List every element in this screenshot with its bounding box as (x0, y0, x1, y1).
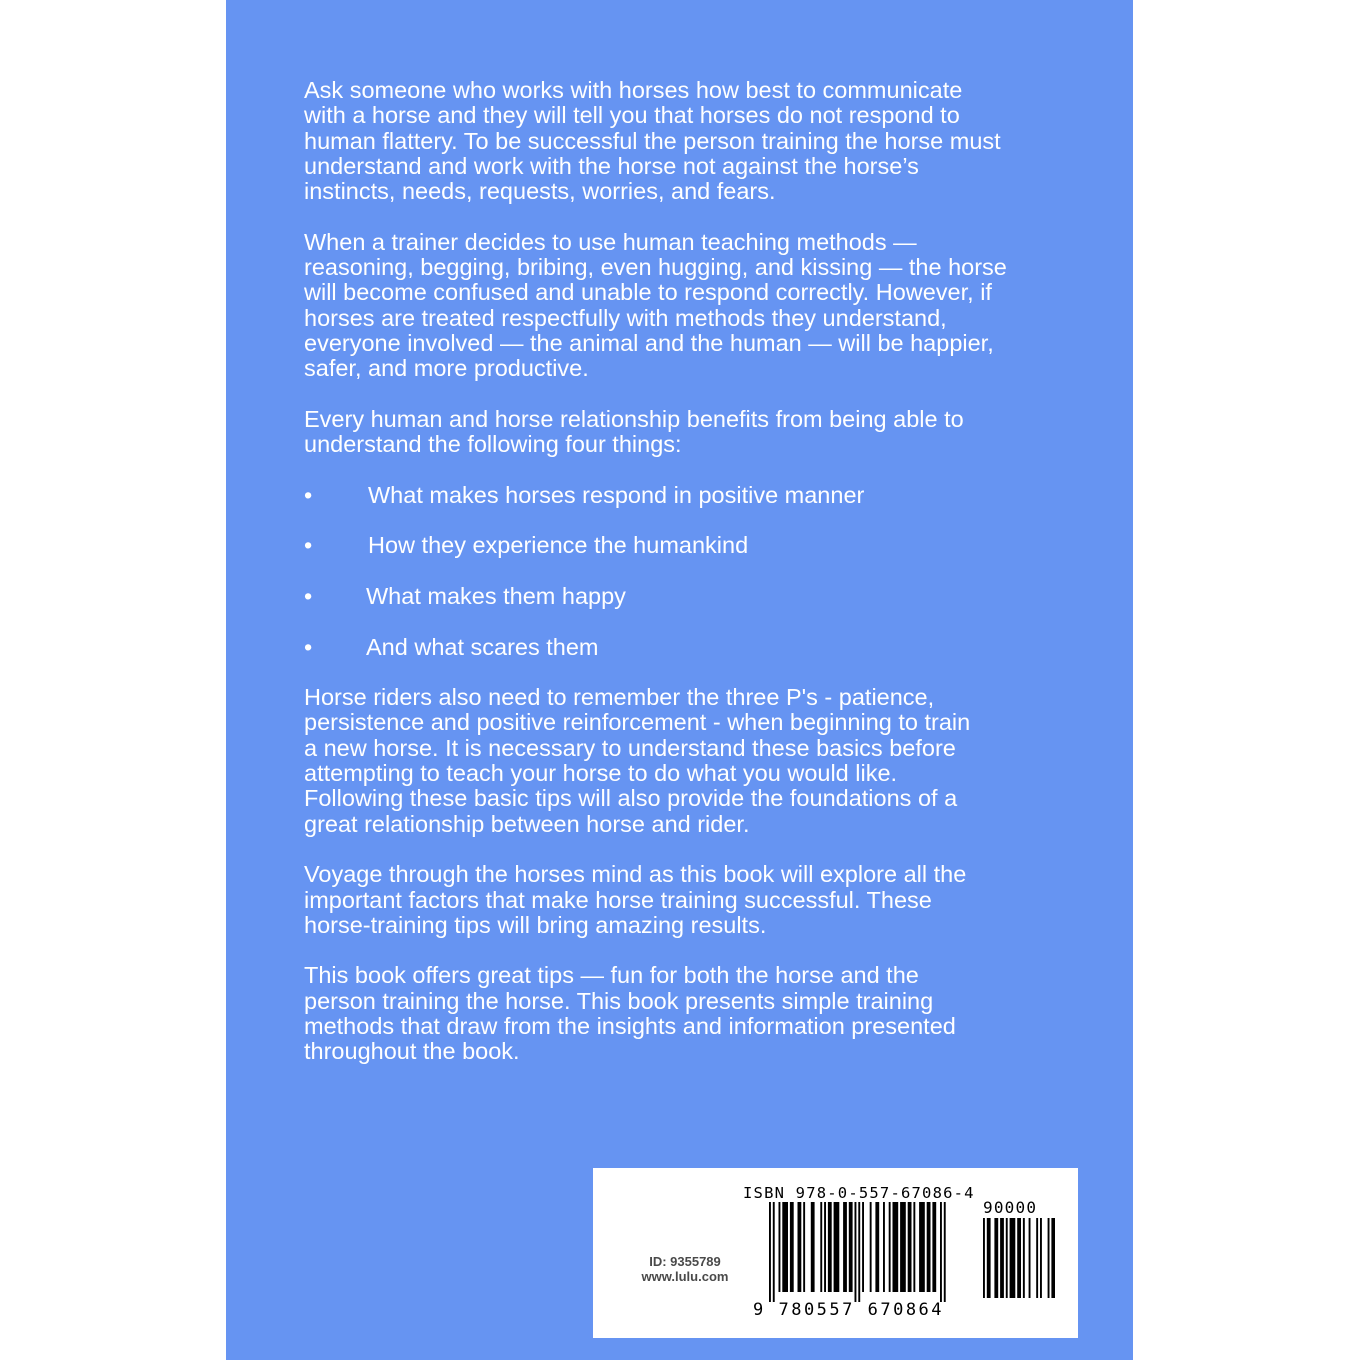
list-item-text: What makes them happy (366, 582, 626, 609)
barcode-bar (828, 1202, 832, 1292)
barcode-bar (1006, 1218, 1008, 1298)
barcode-bar (843, 1202, 847, 1292)
ean-barcode-bars (769, 1202, 975, 1302)
barcode-bar (811, 1202, 815, 1292)
barcode-bar (900, 1202, 906, 1292)
barcode-bar (870, 1202, 872, 1292)
barcode-bar (1010, 1218, 1016, 1298)
barcode-bar (1023, 1218, 1025, 1298)
blurb-paragraph-1: Ask someone who works with horses how best to communicate with a horse and they will tell you that horses do not respond to human flattery. To be successful the person training the horse must understand and work with the horse not against the horse’s instincts, needs, requests, worries, and fears. (304, 77, 1001, 205)
barcode-digits: 9 780557 670864 (753, 1300, 945, 1320)
barcode-bar (1036, 1218, 1038, 1298)
barcode-bar (855, 1202, 857, 1302)
bullet-icon: • (304, 481, 313, 508)
barcode-bar (927, 1202, 931, 1292)
list-item-text: How they experience the humankind (368, 532, 749, 559)
barcode-bar (769, 1202, 771, 1302)
barcode-bar (994, 1218, 998, 1298)
list-item (304, 635, 1104, 660)
price-addon-number: 90000 (983, 1198, 1038, 1217)
barcode-bar (862, 1202, 864, 1292)
back-cover (226, 0, 1133, 1360)
barcode-bar (820, 1202, 822, 1292)
barcode-bar (908, 1202, 912, 1292)
addon-barcode-bars (983, 1218, 1055, 1302)
barcode-bar (1048, 1218, 1050, 1298)
barcode-bar (858, 1202, 860, 1302)
barcode-bar (803, 1202, 805, 1292)
bullet-icon: • (304, 633, 313, 660)
blurb-paragraph-3: Every human and horse relationship benefits from being able to understand the following four things: (304, 405, 964, 458)
bullet-icon: • (304, 532, 313, 559)
publisher-url: www.lulu.com (641, 1269, 729, 1284)
barcode-bar (883, 1202, 885, 1292)
barcode-bar (940, 1202, 942, 1302)
barcode-bar (834, 1202, 840, 1292)
list-item-text: What makes horses respond in positive manner (368, 481, 865, 508)
publisher-info (615, 1254, 755, 1284)
barcode-bar (849, 1202, 853, 1292)
barcode-bar (913, 1202, 915, 1292)
list-item-text: And what scares them (366, 633, 599, 660)
barcode-bar (779, 1202, 781, 1292)
barcode-bar (798, 1202, 802, 1292)
blurb-paragraph-6: This book offers great tips — fun for both the horse and the person training the horse. This book presents simple training methods that draw from the insights and information presented throughout the book. (304, 962, 956, 1065)
barcode-bar (983, 1218, 985, 1298)
barcode-bar (1051, 1218, 1055, 1298)
barcode-bar (932, 1202, 936, 1292)
barcode-bar (987, 1218, 991, 1298)
barcode-bar (824, 1202, 826, 1292)
isbn-barcode-box (593, 1168, 1078, 1338)
barcode-bar (944, 1202, 946, 1302)
barcode-bar (782, 1202, 788, 1292)
barcode-bar (1029, 1218, 1031, 1298)
barcode-bar (889, 1202, 891, 1292)
blurb-text (304, 78, 1104, 1090)
barcode-bar (1000, 1218, 1004, 1298)
blurb-paragraph-4: Horse riders also need to remember the three P's - patience, persistence and positive reinforcement - when beginning to train a new horse. It is necessary to understand these basics before attempting to teach your horse to do what you would like. Following these basic tips will also provide the foundations of a great relationship between horse and rider. (304, 684, 971, 837)
barcode-bar (773, 1202, 775, 1302)
list-item (304, 483, 1104, 508)
blurb-paragraph-5: Voyage through the horses mind as this book will explore all the important factors that make horse training successful. These horse-training tips will bring amazing results. (304, 861, 967, 938)
barcode-bar (919, 1202, 925, 1292)
four-things-list (304, 483, 1104, 660)
isbn-label: ISBN 978-0-557-67086-4 (743, 1184, 975, 1202)
barcode-bar (1040, 1218, 1042, 1298)
publisher-id: ID: 9355789 (649, 1254, 721, 1269)
barcode-bar (875, 1202, 879, 1292)
bullet-icon: • (304, 582, 313, 609)
barcode-bar (1017, 1218, 1021, 1298)
blurb-paragraph-2: When a trainer decides to use human teaching methods — reasoning, begging, bribing, even hugging, and kissing — the horse will become confused and unable to respond correctly. However, if horses are treated respectfully with methods they understand, everyone involved — the animal and the human — will be happier, safer, and more productive. (304, 228, 1007, 382)
list-item (304, 584, 1104, 609)
barcode-bar (893, 1202, 899, 1292)
list-item (304, 533, 1104, 558)
barcode-bar (790, 1202, 794, 1292)
